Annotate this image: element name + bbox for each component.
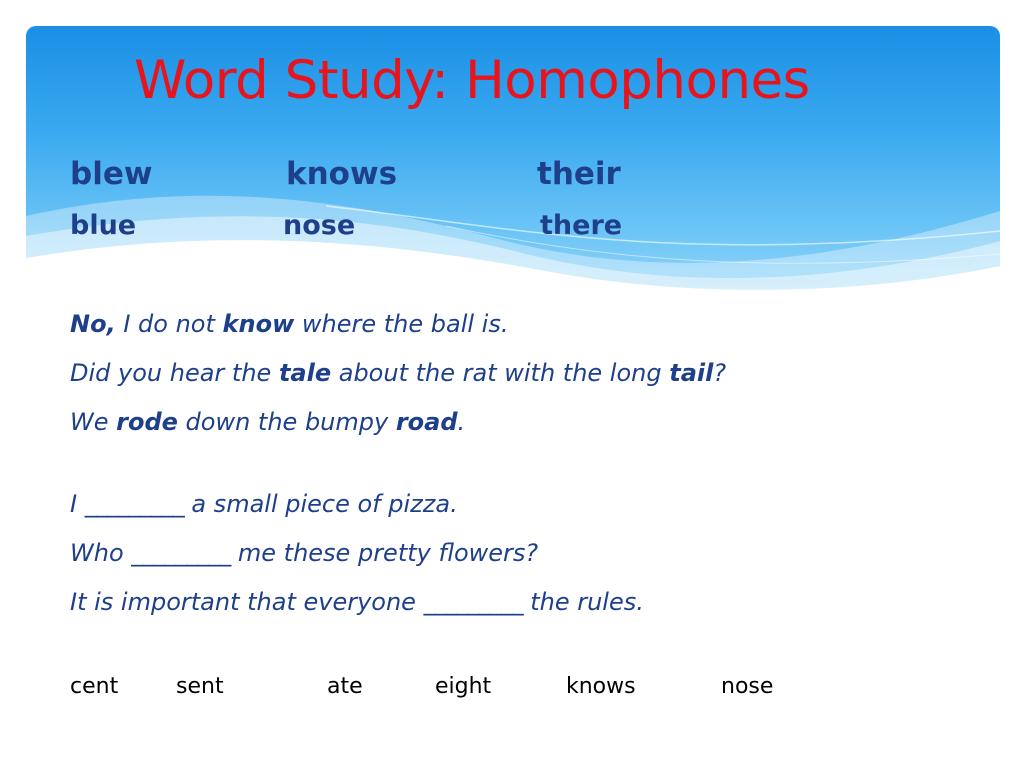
word-bank-item: cent <box>70 674 119 699</box>
word-bank-item: sent <box>176 674 224 699</box>
pair-1-bottom: blue <box>70 210 137 241</box>
example-sentence-2: Did you hear the tale about the rat with the long tail? <box>70 359 727 387</box>
example-sentence-1: No, I do not know where the ball is. <box>70 310 509 338</box>
example-sentence-3: We rode down the bumpy road. <box>70 408 466 436</box>
word-bank-item: knows <box>566 674 636 699</box>
fill-in-sentence-1: I _________ a small piece of pizza. <box>70 490 458 518</box>
fill-in-sentence-3: It is important that everyone _________ the rules. <box>70 588 644 616</box>
slide-title: Word Study: Homophones <box>134 50 810 111</box>
answer-blank-3: _________ <box>423 588 523 616</box>
word-bank-item: eight <box>435 674 492 699</box>
answer-blank-1: _________ <box>84 490 184 518</box>
pair-1-top: blew <box>70 156 153 192</box>
pair-2-bottom: nose <box>283 210 356 241</box>
pair-3-bottom: there <box>540 210 623 241</box>
word-bank-item: ate <box>327 674 363 699</box>
fill-in-sentence-2: Who _________ me these pretty flowers? <box>70 539 539 567</box>
pair-3-top: their <box>537 156 621 192</box>
word-bank-item: nose <box>721 674 774 699</box>
answer-blank-2: _________ <box>131 539 231 567</box>
pair-2-top: knows <box>286 156 398 192</box>
